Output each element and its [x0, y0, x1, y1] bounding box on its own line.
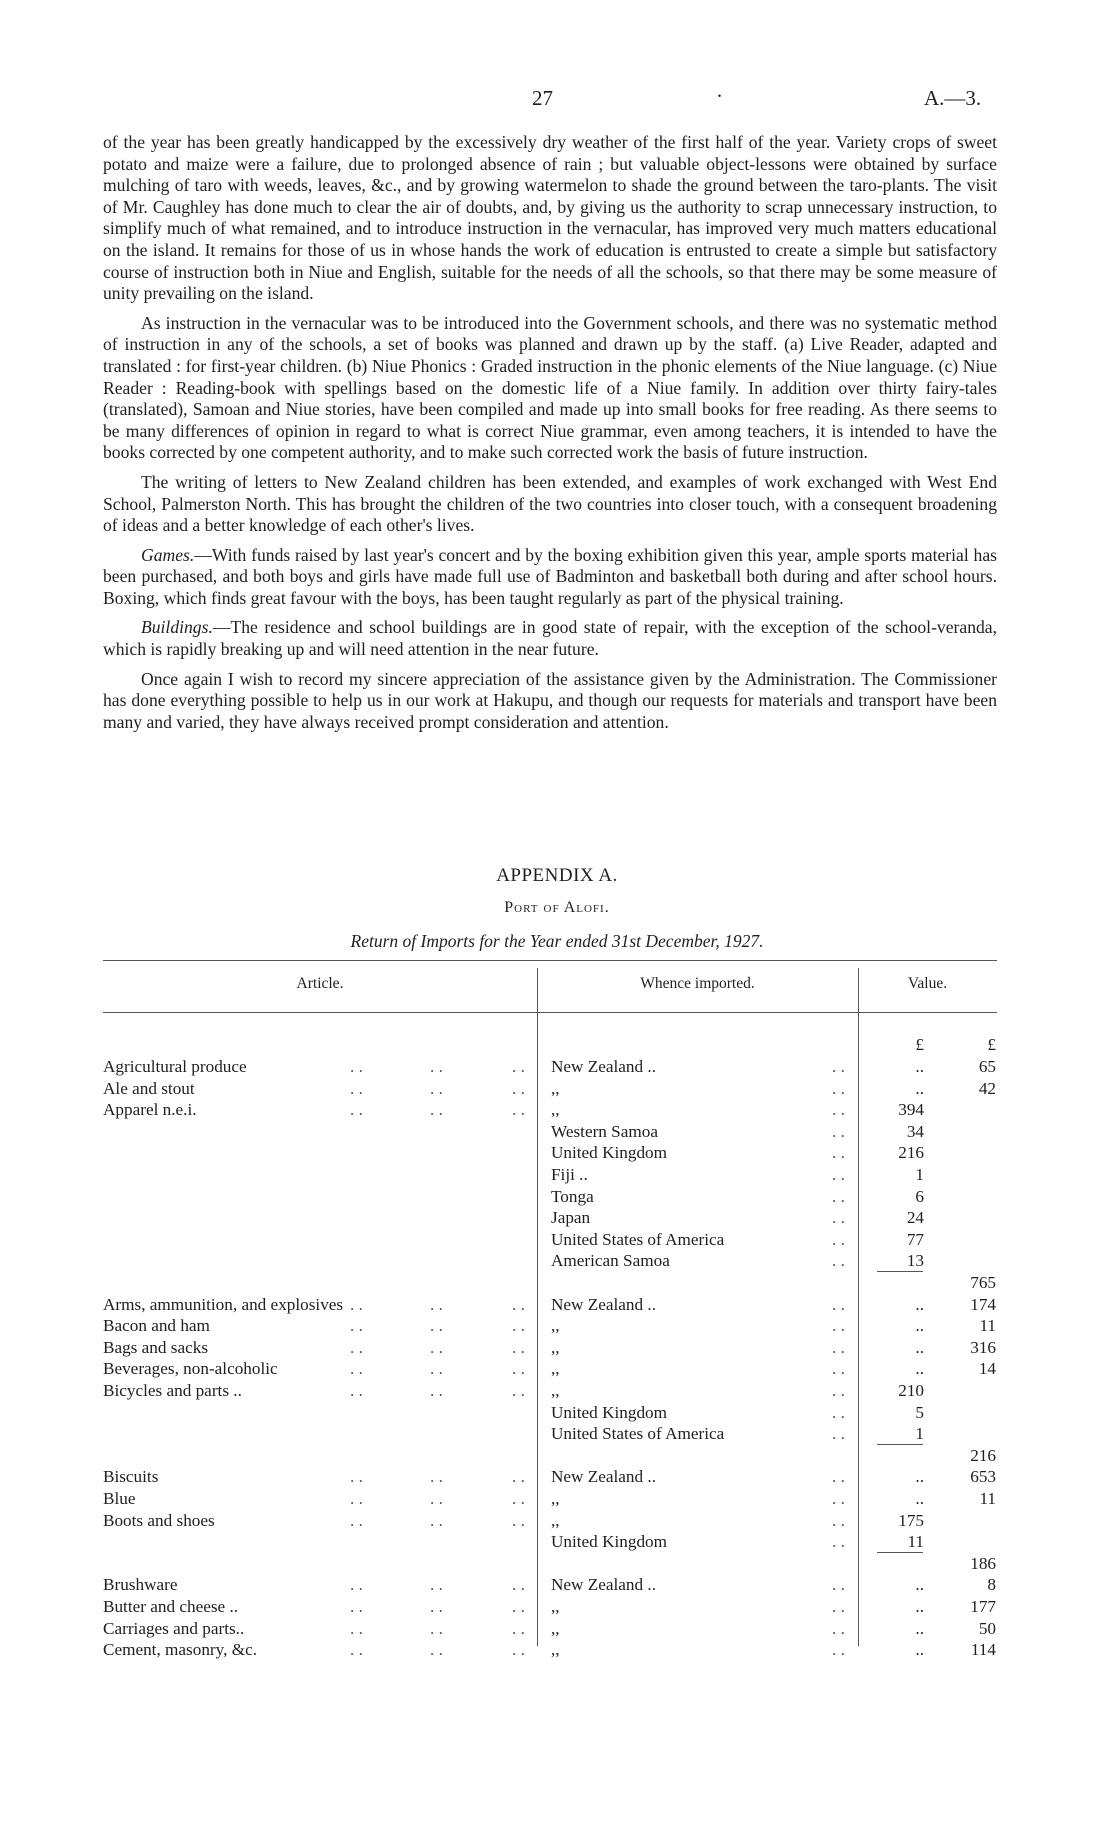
value-cell: 5 — [915, 1402, 924, 1422]
value-cell: 24 — [906, 1208, 924, 1228]
paragraph-1: of the year has been greatly handicapped by the excessively dry weather of the first half of the year. Variety crops of sweet potato and maize were a failure, due to prolonged absence of rain ; but valuable object-lessons were obtained by surface mulching of taro with weeds, leaves, &c., and by growing watermelon to shade the ground between the taro-plants. The visit of Mr. Caughley has done much to clear the air of doubts, and, by giving us the authority to scrap unnecessary instruction, to simplify much of what remained, and to introduce instruction in the vernacular, has improved very much matters educational on the island. It remains for those of us in whose hands the work of education is entrusted to create a simple but satisfactory course of instruction both in Niue and English, suitable for the needs of all the schools, so that there may be some measure of unity prevailing on the island. — [103, 132, 997, 304]
currency-symbol: £ — [987, 1035, 996, 1054]
paragraph-buildings — [103, 617, 997, 660]
value-cell: 13 — [906, 1251, 924, 1271]
leader-dots: . . — [350, 1381, 363, 1400]
article-cell: Apparel n.e.i. — [103, 1100, 197, 1120]
leader-dots: . . — [430, 1078, 443, 1098]
table-row — [0, 1143, 1114, 1164]
leader-dots: . . — [832, 1057, 845, 1076]
value-cell: .. — [915, 1078, 924, 1098]
leader-dots: . . — [512, 1359, 525, 1379]
article-cell: Cement, masonry, &c. — [103, 1640, 258, 1660]
table-row — [0, 1467, 1114, 1488]
table-row — [0, 1057, 1114, 1078]
leader-dots: . . — [832, 1402, 845, 1422]
table-row — [0, 1511, 1114, 1532]
table-row — [0, 1079, 1114, 1100]
subtotal-rule — [877, 1444, 923, 1445]
buildings-heading: Buildings. — [141, 617, 213, 638]
value-cell: .. — [915, 1316, 924, 1336]
leader-dots: . . — [832, 1424, 845, 1444]
value-cell: .. — [915, 1575, 924, 1595]
leader-dots: . . — [350, 1575, 363, 1595]
table-top-rule — [103, 960, 997, 961]
value-cell: .. — [915, 1618, 924, 1638]
whence-cell: ,, — [551, 1337, 560, 1357]
total-cell: 177 — [970, 1597, 996, 1616]
leader-dots: . . — [350, 1489, 363, 1508]
whence-cell: ,, — [551, 1618, 560, 1638]
article-cell: Arms, ammunition, and explosives — [103, 1294, 344, 1314]
leader-dots: . . — [512, 1316, 525, 1336]
value-cell: .. — [915, 1467, 924, 1487]
whence-cell: Fiji .. — [551, 1165, 588, 1184]
table-row — [0, 1403, 1114, 1424]
table-row — [0, 1208, 1114, 1229]
leader-dots: . . — [832, 1337, 845, 1357]
leader-dots: . . — [430, 1316, 443, 1336]
total-cell: 11 — [979, 1489, 996, 1508]
whence-cell: ,, — [551, 1640, 560, 1660]
leader-dots: . . — [350, 1510, 363, 1530]
leader-dots: . . — [832, 1294, 845, 1314]
article-cell: Boots and shoes — [103, 1510, 215, 1530]
article-cell: Brushware — [103, 1575, 178, 1595]
subtotal-rule — [877, 1271, 923, 1272]
value-cell: .. — [915, 1337, 924, 1357]
leader-dots: . . — [430, 1489, 443, 1508]
value-cell: .. — [915, 1294, 924, 1314]
whence-cell: ,, — [551, 1100, 560, 1120]
value-cell: 1 — [915, 1165, 924, 1184]
leader-dots: . . — [832, 1640, 845, 1660]
leader-dots: . . — [832, 1121, 845, 1141]
leader-dots: . . — [430, 1337, 443, 1357]
value-cell: 394 — [898, 1100, 924, 1120]
total-cell: 42 — [978, 1078, 996, 1098]
whence-cell: ,, — [551, 1078, 560, 1098]
article-cell: Agricultural produce — [103, 1057, 247, 1076]
total-cell: 174 — [970, 1294, 996, 1314]
subtotal-row — [0, 1273, 1114, 1294]
table-row — [0, 1122, 1114, 1143]
whence-cell: ,, — [551, 1597, 560, 1616]
table-row — [0, 1532, 1114, 1553]
table-row — [0, 1316, 1114, 1337]
table-row — [0, 1424, 1114, 1445]
value-cell: .. — [915, 1597, 924, 1616]
leader-dots: . . — [832, 1381, 845, 1400]
leader-dots: . . — [430, 1467, 443, 1487]
subtotal-row — [0, 1554, 1114, 1575]
leader-dots: . . — [832, 1165, 845, 1184]
whence-cell: Japan — [551, 1208, 591, 1228]
subtotal-row — [0, 1446, 1114, 1467]
column-header-whence: Whence imported. — [640, 975, 755, 992]
leader-dots: . . — [350, 1467, 363, 1487]
leader-dots: . . — [832, 1359, 845, 1379]
appendix-title: APPENDIX A. — [496, 865, 618, 886]
total-cell: 765 — [970, 1273, 996, 1292]
header-mark: · — [716, 84, 723, 108]
leader-dots: . . — [350, 1078, 363, 1098]
leader-dots: . . — [512, 1057, 525, 1076]
article-cell: Butter and cheese .. — [103, 1597, 239, 1616]
leader-dots: . . — [832, 1532, 845, 1552]
leader-dots: . . — [512, 1640, 525, 1660]
whence-cell: United Kingdom — [551, 1402, 668, 1422]
value-cell: 216 — [898, 1143, 924, 1163]
leader-dots: . . — [832, 1229, 845, 1249]
whence-cell: ,, — [551, 1489, 560, 1508]
total-cell: 50 — [978, 1618, 996, 1638]
buildings-text: —The residence and school buildings are in good state of repair, with the exception of the school-veranda, which is rapidly breaking up and will need attention in the near future. — [103, 617, 997, 660]
whence-cell: ,, — [551, 1381, 560, 1400]
whence-cell: American Samoa — [551, 1251, 670, 1271]
leader-dots: . . — [350, 1359, 363, 1379]
leader-dots: . . — [832, 1575, 845, 1595]
leader-dots: . . — [512, 1100, 525, 1120]
leader-dots: . . — [832, 1143, 845, 1163]
table-row — [0, 1575, 1114, 1596]
total-cell: 114 — [970, 1640, 996, 1660]
total-cell: 8 — [987, 1575, 996, 1595]
leader-dots: . . — [512, 1597, 525, 1616]
paragraph-6: Once again I wish to record my sincere appreciation of the assistance given by the Administration. The Commissioner has done everything possible to help us in our work at Hakupu, and though our requests for materials and transport have been many and varied, they have always received prompt consideration and attention. — [103, 668, 997, 732]
article-cell: Beverages, non-alcoholic — [103, 1359, 278, 1379]
whence-cell: Tonga — [551, 1186, 594, 1206]
leader-dots: . . — [430, 1057, 443, 1076]
value-cell: .. — [915, 1640, 924, 1660]
value-cell: .. — [915, 1359, 924, 1379]
table-row — [0, 1619, 1114, 1640]
leader-dots: . . — [832, 1100, 845, 1120]
report-body — [103, 132, 997, 741]
column-header-value: Value. — [907, 975, 948, 992]
article-cell: Blue — [103, 1489, 136, 1508]
leader-dots: . . — [430, 1618, 443, 1638]
leader-dots: . . — [430, 1575, 443, 1595]
article-cell: Bicycles and parts .. — [103, 1381, 242, 1400]
leader-dots: . . — [832, 1316, 845, 1336]
whence-cell: New Zealand .. — [551, 1575, 656, 1595]
table-row — [0, 1597, 1114, 1618]
leader-dots: . . — [512, 1467, 525, 1487]
table-row — [0, 1100, 1114, 1121]
whence-cell: New Zealand .. — [551, 1294, 656, 1314]
games-text: —With funds raised by last year's concert and by the boxing exhibition given this year, ample sports material has been purchased, and both boys and girls have made full use of Badminton and basketball both during and after school hours. Boxing, which finds great favour with the boys, has been taught regularly as part of the physical training. — [103, 544, 997, 608]
leader-dots: . . — [350, 1100, 363, 1120]
currency-symbol: £ — [915, 1035, 924, 1054]
value-cell: .. — [915, 1057, 924, 1076]
total-cell: 316 — [970, 1337, 996, 1357]
leader-dots: . . — [430, 1294, 443, 1314]
document-reference: A.—3. — [924, 86, 982, 110]
leader-dots: . . — [430, 1510, 443, 1530]
leader-dots: . . — [512, 1294, 525, 1314]
article-cell: Carriages and parts.. — [103, 1618, 245, 1638]
leader-dots: . . — [832, 1078, 845, 1098]
total-cell: 186 — [970, 1553, 996, 1573]
value-cell: 11 — [907, 1532, 924, 1552]
table-row — [0, 1338, 1114, 1359]
table-row — [0, 1359, 1114, 1380]
leader-dots: . . — [832, 1208, 845, 1228]
total-cell: 11 — [979, 1316, 996, 1336]
article-cell: Biscuits — [103, 1467, 159, 1487]
games-heading: Games. — [141, 544, 195, 565]
leader-dots: . . — [350, 1337, 363, 1357]
value-cell: 175 — [898, 1510, 924, 1530]
subtotal-rule — [877, 1552, 923, 1553]
table-row — [0, 1640, 1114, 1661]
table-row — [0, 1165, 1114, 1186]
article-cell: Bags and sacks — [103, 1337, 209, 1357]
leader-dots: . . — [350, 1316, 363, 1336]
leader-dots: . . — [512, 1381, 525, 1400]
leader-dots: . . — [832, 1597, 845, 1616]
value-cell: 1 — [915, 1424, 924, 1444]
paragraph-3: The writing of letters to New Zealand children has been extended, and examples of work exchanged with West End School, Palmerston North. This has brought the children of the two countries into closer touch, with a consequent broadening of ideas and a better knowledge of each other's lives. — [103, 471, 997, 536]
whence-cell: Western Samoa — [551, 1121, 658, 1141]
leader-dots: . . — [430, 1359, 443, 1379]
table-header-rule — [103, 1012, 997, 1013]
leader-dots: . . — [512, 1489, 525, 1508]
leader-dots: . . — [832, 1510, 845, 1530]
column-header-article: Article. — [296, 975, 344, 992]
whence-cell: United States of America — [551, 1229, 725, 1249]
paragraph-games — [103, 545, 997, 610]
leader-dots: . . — [832, 1489, 845, 1508]
total-cell: 65 — [978, 1057, 996, 1076]
currency-row — [0, 1035, 1114, 1056]
leader-dots: . . — [512, 1078, 525, 1098]
whence-cell: United Kingdom — [551, 1143, 668, 1163]
table-subtitle: Return of Imports for the Year ended 31st December, 1927. — [350, 931, 764, 951]
leader-dots: . . — [350, 1618, 363, 1638]
leader-dots: . . — [430, 1100, 443, 1120]
table-row — [0, 1381, 1114, 1402]
table-row — [0, 1489, 1114, 1510]
whence-cell: New Zealand .. — [551, 1467, 656, 1487]
whence-cell: ,, — [551, 1316, 560, 1336]
leader-dots: . . — [430, 1381, 443, 1400]
leader-dots: . . — [832, 1618, 845, 1638]
value-cell: 210 — [898, 1381, 924, 1400]
page-number: 27 — [532, 86, 553, 110]
article-cell: Bacon and ham — [103, 1316, 210, 1336]
whence-cell: ,, — [551, 1510, 560, 1530]
leader-dots: . . — [512, 1575, 525, 1595]
total-cell: 653 — [970, 1467, 996, 1487]
leader-dots: . . — [350, 1057, 363, 1076]
leader-dots: . . — [430, 1640, 443, 1660]
table-row — [0, 1251, 1114, 1272]
leader-dots: . . — [512, 1510, 525, 1530]
value-cell: 77 — [906, 1229, 924, 1249]
whence-cell: United Kingdom — [551, 1532, 668, 1552]
value-cell: 34 — [906, 1121, 924, 1141]
leader-dots: . . — [512, 1618, 525, 1638]
value-cell: 6 — [915, 1186, 924, 1206]
total-cell: 216 — [970, 1445, 996, 1465]
whence-cell: United States of America — [551, 1424, 725, 1444]
table-row — [0, 1230, 1114, 1251]
leader-dots: . . — [350, 1597, 363, 1616]
table-row — [0, 1187, 1114, 1208]
paragraph-2: As instruction in the vernacular was to be introduced into the Government schools, and there was no systematic method of instruction in any of the schools, a set of books was planned and drawn up by the staff. (a) Live Reader, adapted and translated : for first-year children. (b) Niue Phonics : Graded instruction in the phonic elements of the Niue language. (c) Niue Reader : Reading-book with spellings based on the domestic life of a Niue family. In addition over thirty fairy-tales (translated), Samoan and Niue stories, have been compiled and made up into small books for free reading. As there seems to be many differences of opinion in regard to what is correct Niue grammar, even among teachers, it is intended to have the books corrected by one competent authority, and to make such corrected work the basis of future instruction. — [103, 312, 997, 463]
table-row — [0, 1295, 1114, 1316]
total-cell: 14 — [978, 1359, 996, 1379]
leader-dots: . . — [832, 1186, 845, 1206]
whence-cell: New Zealand .. — [551, 1057, 656, 1076]
value-cell: .. — [915, 1489, 924, 1508]
port-name: Port of Alofi. — [504, 899, 610, 916]
leader-dots: . . — [350, 1294, 363, 1314]
leader-dots: . . — [350, 1640, 363, 1660]
whence-cell: ,, — [551, 1359, 560, 1379]
leader-dots: . . — [832, 1467, 845, 1487]
leader-dots: . . — [430, 1597, 443, 1616]
leader-dots: . . — [832, 1251, 845, 1271]
leader-dots: . . — [512, 1337, 525, 1357]
article-cell: Ale and stout — [103, 1078, 195, 1098]
